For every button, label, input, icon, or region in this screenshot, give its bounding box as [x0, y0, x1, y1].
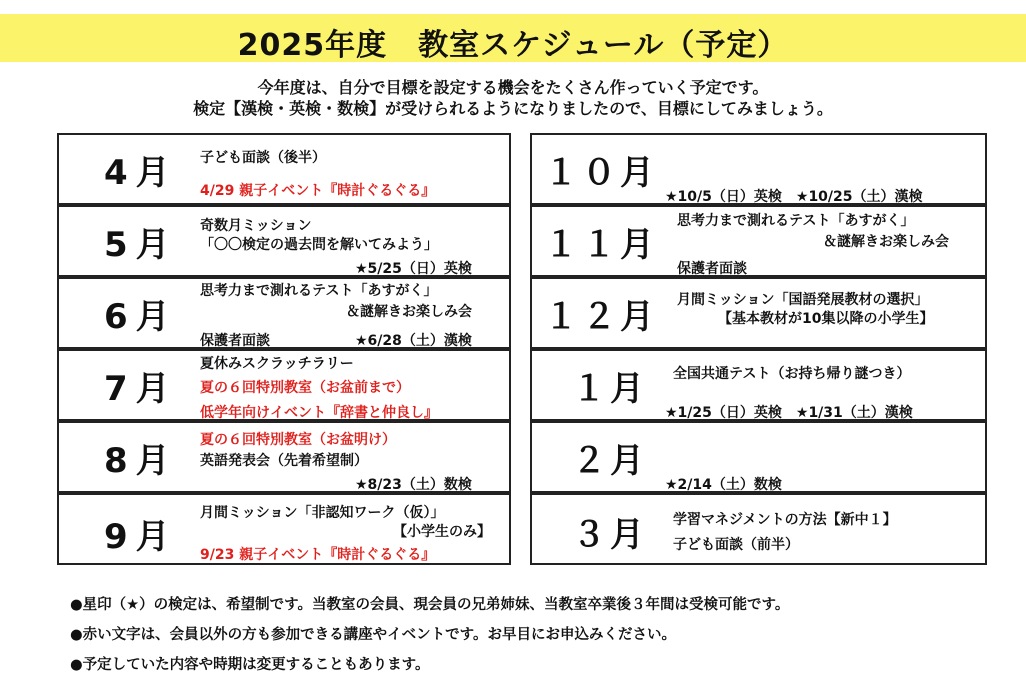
event-line: 夏の６回特別教室（お盆明け） — [200, 432, 396, 448]
schedule-line: 子ども面談（後半） — [200, 150, 326, 166]
schedule-line: 【基本教材が10集以降の小学生】 — [718, 311, 934, 327]
schedule-line: 保護者面談 — [677, 261, 747, 277]
month-box-aug — [57, 421, 511, 493]
note-1: ●星印（★）の検定は、希望制です。当教室の会員、現会員の兄弟姉妹、当教室卒業後３年間は受検可能です。 — [70, 597, 790, 613]
month-box-mar — [530, 493, 987, 565]
month-box-nov — [530, 205, 987, 277]
month-box-dec — [530, 277, 987, 349]
month-box-jun — [57, 277, 511, 349]
schedule-line: ＆謎解きお楽しみ会 — [823, 234, 949, 250]
note-2: ●赤い文字は、会員以外の方も参加できる講座やイベントです。お早目にお申込みください。 — [70, 627, 676, 643]
month-label: １０月 — [544, 153, 658, 193]
schedule-line: 夏休みスクラッチラリー — [200, 356, 354, 372]
month-label: 5月 — [104, 225, 178, 265]
schedule-line: 思考力まで測れるテスト「あすがく」 — [677, 213, 915, 229]
schedule-line: 思考力まで測れるテスト「あすがく」 — [200, 283, 438, 299]
exam-line: ★5/25（日）英検 — [355, 261, 472, 277]
event-line: 4/29 親子イベント『時計ぐるぐる』 — [200, 183, 436, 199]
month-label: １月 — [572, 369, 648, 409]
exam-line: ★1/25（日）英検 ★1/31（土）漢検 — [665, 405, 913, 421]
schedule-line: 保護者面談 — [200, 333, 270, 349]
note-3: ●予定していた内容や時期は変更することもあります。 — [70, 657, 430, 673]
exam-line: ★10/5（日）英検 ★10/25（土）漢検 — [665, 189, 923, 205]
schedule-line: 「〇〇検定の過去問を解いてみよう」 — [200, 237, 438, 253]
month-box-feb — [530, 421, 987, 493]
schedule-line: 学習マネジメントの方法【新中１】 — [673, 512, 897, 528]
month-box-jan — [530, 349, 987, 421]
intro-line-2: 検定【漢検・英検・数検】が受けられるようになりましたので、目標にしてみましょう。 — [193, 99, 833, 118]
month-box-oct — [530, 133, 987, 205]
month-label: ３月 — [572, 515, 648, 555]
exam-line: ★8/23（土）数検 — [355, 477, 472, 493]
event-line: 低学年向けイベント『辞書と仲良し』 — [200, 405, 438, 421]
event-line: 9/23 親子イベント『時計ぐるぐる』 — [200, 547, 436, 563]
schedule-line: 英語発表会（先着希望制） — [200, 453, 368, 469]
month-label: １２月 — [544, 297, 658, 337]
exam-line: ★2/14（土）数検 — [665, 477, 782, 493]
month-label: 7月 — [104, 369, 178, 409]
schedule-line: 【小学生のみ】 — [393, 524, 491, 540]
month-box-jul — [57, 349, 511, 421]
month-label: ２月 — [572, 441, 648, 481]
schedule-line: 全国共通テスト（お持ち帰り謎つき） — [673, 366, 911, 382]
month-box-apr — [57, 133, 511, 205]
month-box-may — [57, 205, 511, 277]
month-label: １１月 — [544, 225, 658, 265]
month-label: 4月 — [104, 153, 178, 193]
month-box-sep — [57, 493, 511, 565]
exam-line: ★6/28（土）漢検 — [355, 333, 472, 349]
intro-line-1: 今年度は、自分で目標を設定する機会をたくさん作っていく予定です。 — [257, 78, 769, 97]
page-title: 2025年度 教室スケジュール（予定） — [237, 28, 789, 63]
schedule-line: 月間ミッション「非認知ワーク（仮）」 — [200, 505, 445, 521]
month-label: 8月 — [104, 441, 178, 481]
schedule-line: 月間ミッション「国語発展教材の選択」 — [677, 292, 929, 308]
schedule-line: ＆謎解きお楽しみ会 — [346, 304, 472, 320]
event-line: 夏の６回特別教室（お盆前まで） — [200, 380, 410, 396]
month-label: 6月 — [104, 297, 178, 337]
schedule-line: 奇数月ミッション — [200, 218, 312, 234]
schedule-line: 子ども面談（前半） — [673, 537, 799, 553]
month-label: 9月 — [104, 517, 178, 557]
